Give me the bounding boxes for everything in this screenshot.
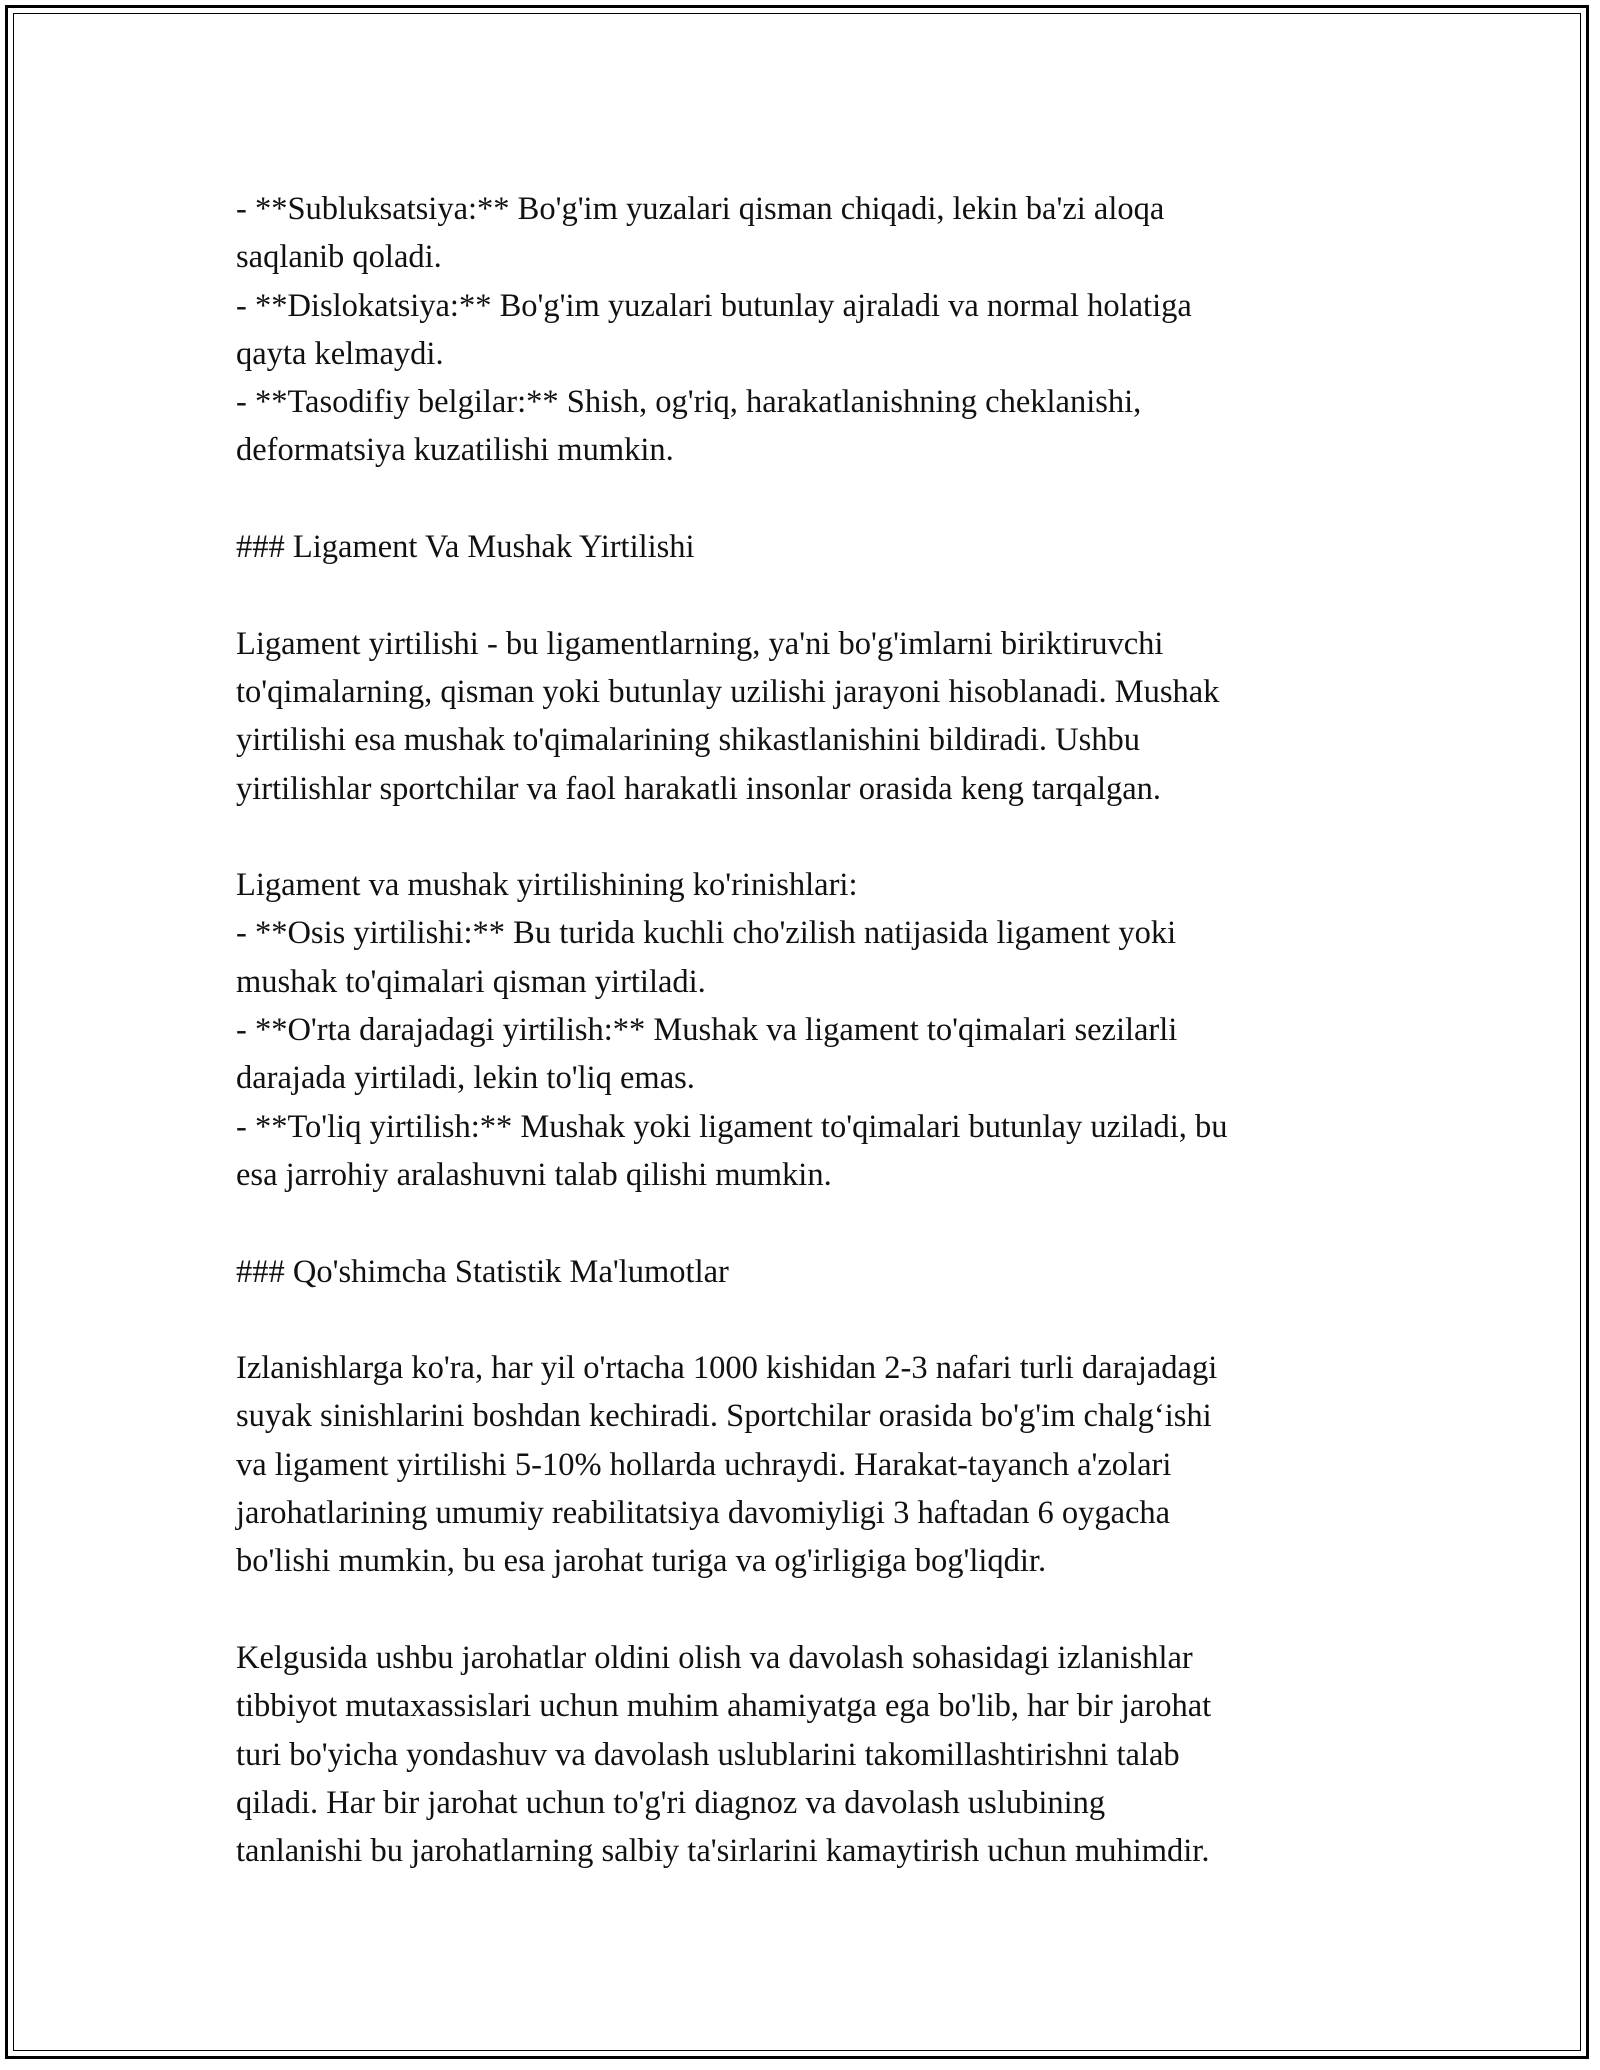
- text-line: to'qimalarning, qisman yoki butunlay uzilishi jarayoni hisoblanadi. Mushak: [236, 673, 1220, 710]
- text-line: - **Tasodifiy belgilar:** Shish, og'riq, harakatlanishning cheklanishi,: [236, 384, 1142, 421]
- text-line: bo'lishi mumkin, bu esa jarohat turiga va og'irligiga bog'liqdir.: [236, 1543, 1047, 1580]
- ligament-paragraph: [236, 620, 1396, 813]
- text-line: darajada yirtiladi, lekin to'liq emas.: [236, 1060, 695, 1097]
- text-line: - **Subluksatsiya:** Bo'g'im yuzalari qisman chiqadi, lekin ba'zi aloqa: [236, 191, 1165, 227]
- text-line: - **Dislokatsiya:** Bo'g'im yuzalari butunlay ajraladi va normal holatiga: [236, 287, 1192, 324]
- dislocation-types-list: [236, 185, 1396, 475]
- text-line: deformatsiya kuzatilishi mumkin.: [236, 432, 674, 469]
- text-line: suyak sinishlarini boshdan kechiradi. Sportchilar orasida bo'g'im chalg‘ishi: [236, 1398, 1212, 1435]
- section-heading-statistics: ### Qo'shimcha Statistik Ma'lumotlar: [236, 1253, 729, 1290]
- text-line: va ligament yirtilishi 5-10% hollarda uchraydi. Harakat-tayanch a'zolari: [236, 1446, 1172, 1483]
- text-line: qiladi. Har bir jarohat uchun to'g'ri diagnoz va davolash uslubining: [236, 1784, 1106, 1821]
- paragraph-gap: [236, 1296, 1396, 1344]
- text-line: tanlanishi bu jarohatlarning salbiy ta'sirlarini kamaytirish uchun muhimdir.: [236, 1833, 1210, 1870]
- statistics-paragraph: [236, 1344, 1396, 1585]
- paragraph-gap: [236, 1586, 1396, 1634]
- text-line: - **Osis yirtilishi:** Bu turida kuchli cho'zilish natijasida ligament yoki: [236, 915, 1177, 952]
- tear-types-list: [236, 861, 1396, 1199]
- text-line: - **O'rta darajadagi yirtilish:** Mushak va ligament to'qimalari sezilarli: [236, 1012, 1178, 1049]
- text-line: Izlanishlarga ko'ra, har yil o'rtacha 1000 kishidan 2-3 nafari turli darajadagi: [236, 1350, 1218, 1387]
- document-body: [236, 185, 1396, 1875]
- text-line: tibbiyot mutaxassislari uchun muhim ahamiyatga ega bo'lib, har bir jarohat: [236, 1688, 1212, 1725]
- paragraph-gap: [236, 1199, 1396, 1247]
- text-line: jarohatlarining umumiy reabilitatsiya davomiyligi 3 haftadan 6 oygacha: [236, 1495, 1171, 1532]
- text-line: yirtilishlar sportchilar va faol harakatli insonlar orasida keng tarqalgan.: [236, 770, 1162, 807]
- text-line: saqlanib qoladi.: [236, 239, 442, 276]
- text-line: esa jarrohiy aralashuvni talab qilishi mumkin.: [236, 1156, 832, 1193]
- text-line: Ligament yirtilishi - bu ligamentlarning, ya'ni bo'g'imlarni biriktiruvchi: [236, 625, 1164, 662]
- text-line: turi bo'yicha yondashuv va davolash uslublarini takomillashtirishni talab: [236, 1736, 1180, 1773]
- text-line: Ligament va mushak yirtilishining ko'rinishlari:: [236, 867, 858, 904]
- paragraph-gap: [236, 813, 1396, 861]
- text-line: qayta kelmaydi.: [236, 335, 444, 372]
- text-line: mushak to'qimalari qisman yirtiladi.: [236, 963, 706, 1000]
- text-line: - **To'liq yirtilish:** Mushak yoki ligament to'qimalari butunlay uziladi, bu: [236, 1108, 1228, 1145]
- paragraph-gap: [236, 475, 1396, 523]
- conclusion-paragraph: [236, 1634, 1396, 1875]
- text-line: Kelgusida ushbu jarohatlar oldini olish va davolash sohasidagi izlanishlar: [236, 1639, 1193, 1676]
- section-heading-ligament: ### Ligament Va Mushak Yirtilishi: [236, 529, 695, 566]
- text-line: yirtilishi esa mushak to'qimalarining shikastlanishini bildiradi. Ushbu: [236, 722, 1141, 759]
- paragraph-gap: [236, 571, 1396, 619]
